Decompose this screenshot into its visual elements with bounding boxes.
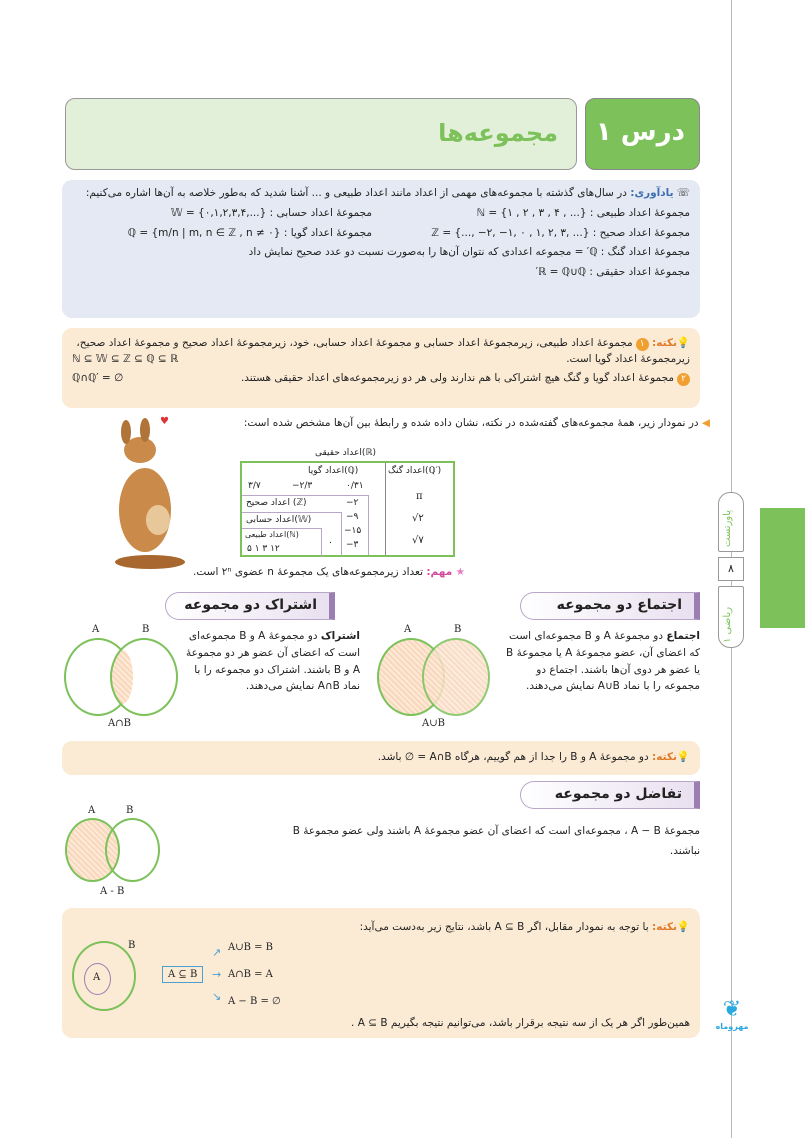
lightbulb-icon: 💡 — [676, 337, 690, 349]
whole-set-box: اعداد حسابی(𝕎) ۰ اعداد طبیعی(ℕ) ۵ ۱ ۳ ۱۲ — [242, 512, 342, 556]
note-box: 💡نکته: دو مجموعهٔ A و B را جدا از هم گوییم، هرگاه A∩B = ∅ باشد. — [62, 741, 700, 775]
lesson-title-bar — [65, 98, 577, 170]
sidebar-tab-powertest: پاورتست — [718, 492, 744, 552]
difference-header: تفاضل دو مجموعه — [520, 781, 700, 809]
lesson-title: مجموعه‌ها — [438, 119, 558, 147]
page-number: ۸ — [718, 557, 744, 581]
star-icon: ★ — [452, 566, 465, 578]
pointer-icon: ◀ — [698, 417, 710, 429]
kangaroo-illustration — [90, 410, 195, 575]
arrow-icon: → — [212, 968, 222, 981]
integer-set-box: اعداد صحیح (ℤ) −۲ −۹ −۱۵ −۳ اعداد حسابی(𝕎) ۰ اعداد طبیعی(ℕ) ۵ ۱ ۳ ۱۲ — [242, 495, 369, 555]
chapter-tab — [760, 508, 805, 628]
sidebar-tab-subject: ریاضی ۱ — [718, 586, 744, 648]
svg-text:♥: ♥ — [160, 416, 169, 427]
venn-circle-b — [105, 818, 160, 882]
note-box: 💡نکته: ۱مجموعهٔ اعداد طبیعی، زیرمجموعهٔ اعداد حسابی و مجموعهٔ اعداد حسابی، خود، زیرمجموعهٔ اعداد صحیح و مجموعهٔ اعداد صحیح، زیرمجموعهٔ اعداد گویا است. ℕ ⊆ 𝕎 ⊆ ℤ ⊆ ℚ ⊆ ℝ ℚ∩ℚ′ = ∅ ۲مجموعهٔ اعداد گویا و گنگ هیچ اشتراکی با هم ندارند ولی هر دو زیرمجموعه‌های اعداد حقیقی هستند. — [62, 328, 700, 408]
intersection-header: اشتراک دو مجموعه — [165, 592, 335, 620]
venn-circle-b — [422, 638, 490, 716]
venn-circle-b — [110, 638, 178, 716]
arrow-icon: ↘ — [212, 990, 222, 1003]
lesson-number-badge: درس ۱ — [585, 98, 700, 170]
publisher-logo: ❦ مهروماه — [712, 998, 752, 1031]
note-box: 💡نکته: با توجه به نمودار مقابل، اگر A ⊆ B باشد، نتایج زیر به‌دست می‌آید: A B A ⊆ B ↗ → ↘ A∪B = B A∩B = A A − B = ∅ همین‌طور اگر هر یک از سه نتیجه برقرار باشد، می‌توانیم نتیجه بگیریم A ⊆ B . — [62, 908, 700, 1038]
difference-text: مجموعهٔ A − B ، مجموعه‌ای است که اعضای آن عضو مجموعهٔ A باشند ولی عضو مجموعهٔ B نباشند. — [292, 825, 700, 857]
arrow-icon: ↗ — [212, 946, 222, 959]
phone-icon: ☏ — [673, 187, 690, 199]
union-header: اجتماع دو مجموعه — [520, 592, 700, 620]
reminder-box: ☏ یادآوری: در سال‌های گذشته با مجموعه‌های مهمی از اعداد مانند اعداد طبیعی و ... آشنا شدید که به‌طور خلاصه به آن‌ها اشاره می‌کنیم: مجموعهٔ اعداد طبیعی : ℕ = {۱ , ۲ , ۳ , ۴ , ...} مجموعهٔ اعداد حسابی : 𝕎 = {۰,۱,۲,۳,۴,...} مجموعهٔ اعداد صحیح : ℤ = {..., −۲, −۱, ۰ , ۱, ۲, ۳, ...} مجموعهٔ اعداد گویا : ℚ = {m/n | m, n ∈ ℤ , n ≠ ۰} مجموعهٔ اعداد گنگ : ℚ′ = مجموعه اعدادی که نتوان آن‌ها را به‌صورت نسبت دو عدد صحیح نمایش داد مجموعهٔ اعداد حقیقی : ℝ = ℚ∪ℚ′ — [62, 180, 700, 318]
natural-set-box: اعداد طبیعی(ℕ) ۵ ۱ ۳ ۱۲ — [242, 528, 322, 557]
butterfly-icon: ❦ — [722, 997, 742, 1022]
premise-box: A ⊆ B — [162, 966, 203, 983]
intersection-text: اشتراک دو مجموعهٔ A و B مجموعه‌ای است که اعضای آن عضو هر دو مجموعهٔ A و B باشند. اشتراک دو مجموعه را با نماد A∩B نمایش می‌دهند. — [185, 630, 360, 693]
lightbulb-icon: 💡 — [676, 921, 690, 933]
number-sets-diagram: اعداد گنگ(ℚ′) π √۲ √۷ اعداد گویا(ℚ) ۳/۷ −۲/۳ ۰/۳۱ اعداد صحیح (ℤ) −۲ −۹ −۱۵ −۳ اعداد حسابی(𝕎) ۰ اعداد طبیعی(ℕ) ۵ ۱ ۳ ۱۲ — [240, 461, 455, 557]
union-text: اجتماع دو مجموعهٔ A و B مجموعه‌ای است که اعضای آن، عضو مجموعهٔ A یا مجموعهٔ B یا عضو هر دوی آن‌ها باشند. اجتماع دو مجموعه را با نماد A∪B نمایش می‌دهند. — [506, 630, 700, 693]
lightbulb-icon: 💡 — [676, 751, 690, 763]
